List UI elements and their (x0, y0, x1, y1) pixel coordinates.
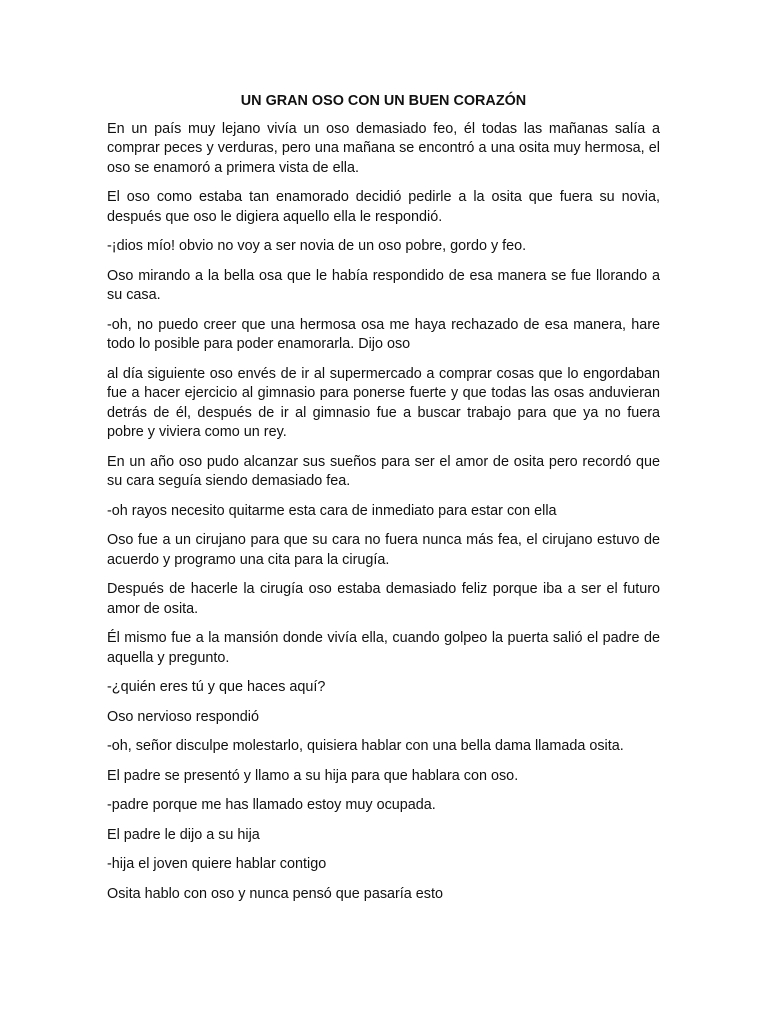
document-page (107, 92, 660, 914)
paragraph: -¡dios mío! obvio no voy a ser novia de un oso pobre, gordo y feo. (107, 238, 527, 254)
paragraph: -padre porque me has llamado estoy muy ocupada. (107, 797, 436, 813)
paragraph: El padre le dijo a su hija (107, 826, 260, 843)
paragraph: El padre se presentó y llamo a su hija para que hablara con oso. (107, 767, 519, 784)
paragraph: En un país muy lejano vivía un oso demasiado feo, él todas las mañanas salía a comprar peces y verduras, pero una mañana se encontró a una osita muy hermosa, el oso se enamoró a primera vista de ella. (107, 120, 660, 176)
paragraph: Después de hacerle la cirugía oso estaba demasiado feliz porque iba a ser el futuro amor de osita. (107, 581, 660, 617)
paragraph: Él mismo fue a la mansión donde vivía ella, cuando golpeo la puerta salió el padre de aquella y pregunto. (107, 630, 660, 666)
paragraph: Oso nervioso respondió (107, 708, 259, 725)
paragraph: Osita hablo con oso y nunca pensó que pasaría esto (107, 885, 444, 902)
paragraph: -oh, señor disculpe molestarlo, quisiera hablar con una bella dama llamada osita. (107, 738, 624, 754)
paragraph: Oso mirando a la bella osa que le había respondido de esa manera se fue llorando a su casa. (107, 267, 660, 303)
paragraph: al día siguiente oso envés de ir al supermercado a comprar cosas que lo engordaban fue a hacer ejercicio al gimnasio para ponerse fuerte y que todas las osas anduvieran detrás de él, después de ir al gimnasio fue a buscar trabajo para que ya no fuera pobre y viviera como un rey. (107, 365, 660, 440)
document-title: UN GRAN OSO CON UN BUEN CORAZÓN (240, 93, 527, 109)
paragraph: El oso como estaba tan enamorado decidió pedirle a la osita que fuera su novia, después que oso le digiera aquello ella le respondió. (107, 189, 660, 225)
paragraph: -¿quién eres tú y que haces aquí? (107, 679, 326, 695)
paragraph: -oh, no puedo creer que una hermosa osa me haya rechazado de esa manera, hare todo lo posible para poder enamorarla. Dijo oso (107, 316, 660, 352)
paragraph: -oh rayos necesito quitarme esta cara de inmediato para estar con ella (107, 502, 557, 519)
paragraph: -hija el joven quiere hablar contigo (107, 856, 327, 872)
paragraph: En un año oso pudo alcanzar sus sueños para ser el amor de osita pero recordó que su cara seguía siendo demasiado fea. (107, 453, 660, 489)
paragraph: Oso fue a un cirujano para que su cara no fuera nunca más fea, el cirujano estuvo de acuerdo y programo una cita para la cirugía. (107, 532, 660, 568)
